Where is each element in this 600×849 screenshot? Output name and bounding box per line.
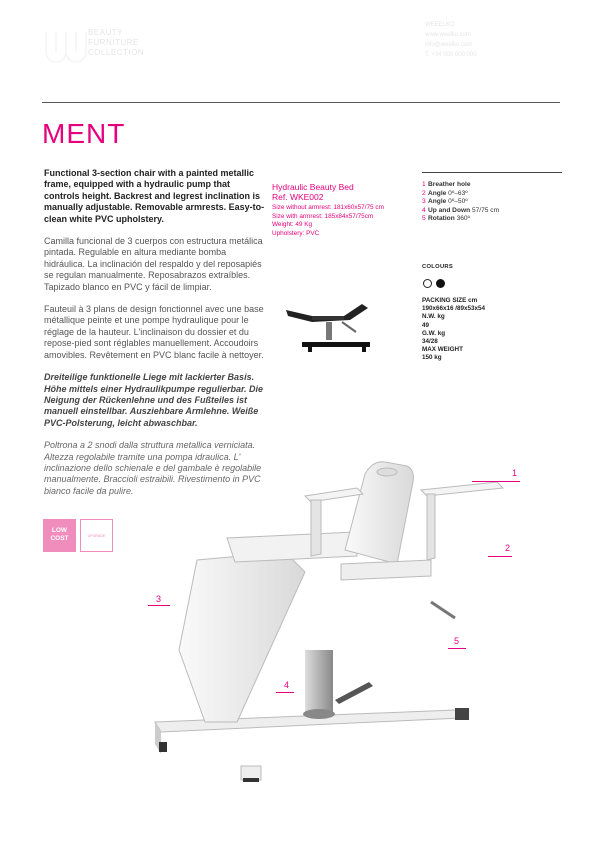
description-en: Functional 3-section chair with a painted metallic frame, equipped with a hydraulic pump that controls height. Backrest and legrest inclination is manually adjustable. Removable armrests. Easy-to-clean white PVC upholstery. <box>44 168 265 224</box>
contact-block: WEEELKO www.weelko.com info@weelko.com T. +34 000 000 000 <box>425 22 477 58</box>
packing-info: PACKING SIZE cm 190x66x16 /89x53x54 N.W. kg 49 G.W. kg 34/28 MAX WEIGHT 150 kg <box>422 297 486 362</box>
header-rule <box>42 102 560 103</box>
upgrade-badge: UPGRADE <box>80 519 113 552</box>
callout-3-line <box>148 605 170 606</box>
low-cost-badge: LOW COST <box>43 519 76 552</box>
description-fr: Fauteuil à 3 plans de design fonctionnel avec une base métallique peinte et une pompe hydraulique pour le réglage de la hauteur. L'inclinaison du dossier et du repose-pied sont réglables manuellement. Accoudoirs amovibles. Revêtement en PVC blanc facile à nettoyer. <box>44 304 264 360</box>
callout-5-line <box>448 648 466 649</box>
colour-swatch-black[interactable] <box>436 279 445 288</box>
description-es: Camilla funcional de 3 cuerpos con estructura metálica pintada. Regulable en altura mediante bomba hidráulica. La inclinación del respaldo y del reposapiés se regulan manualmente. Reposabrazos extraíbles. Tapizado blanco en PVC y fácil de limpiar. <box>44 236 263 292</box>
callout-2-line <box>488 556 512 557</box>
product-upholstery: Upholstery: PVC <box>272 229 320 237</box>
beauty-chair-illustration <box>145 460 545 790</box>
brand-text: BEAUTY FURNITURE COLLECTION <box>88 28 145 57</box>
description-it: Poltrona a 2 snodi dalla struttura metallica verniciata. Altezza regolabile tramite una pompa idraulica. L' inclinazione dello schienale e del gambale è regolabile manualmente. Braccioli estraibili. Rivestimento in PVC bianco facile da pulire. <box>44 440 262 496</box>
callout-1-line <box>472 481 520 482</box>
product-size-with: Size with armrest: 185x84x57/75cm <box>272 212 374 220</box>
description-block <box>44 168 266 508</box>
product-size-without: Size without armrest: 181x60x57/75 cm <box>272 204 384 211</box>
feature-item: 1 Breather hole <box>422 181 471 188</box>
product-info <box>272 182 412 238</box>
description-de: Dreiteilige funktionelle Liege mit lackierter Basis. Höhe mittels einer Hydraulikpumpe regulierbar. Die Neigung der Rückenlehne und des Fußteiles ist manuell einstellbar. Ausziehbare Armlehne. Weiße PVC-Polsterung, leicht abwaschbar. <box>44 372 264 428</box>
product-weight: Weight: 49 Kg <box>272 221 313 229</box>
page-title: MENT <box>42 118 126 149</box>
black-chair-thumbnail <box>282 296 394 358</box>
callout-4: 4 <box>284 680 290 690</box>
feature-item: 2 Angle 0º–63º <box>422 189 468 197</box>
callout-2: 2 <box>505 543 511 553</box>
feature-item: 3 Angle 0º–50º <box>422 198 468 206</box>
product-ref: Ref. WKE002 <box>272 192 324 202</box>
feature-item: 4 Up and Down 57/75 cm <box>422 206 500 214</box>
callout-5: 5 <box>454 636 460 646</box>
feature-item: 5 Rotation 360º <box>422 215 471 223</box>
colours-label: COLOURS <box>422 264 454 270</box>
callout-3: 3 <box>156 594 162 604</box>
features-list <box>422 172 562 224</box>
callout-1: 1 <box>512 468 518 478</box>
colour-swatch-white[interactable] <box>423 279 432 288</box>
callout-4-line <box>276 692 294 693</box>
product-name: Hydraulic Beauty Bed <box>272 182 354 192</box>
